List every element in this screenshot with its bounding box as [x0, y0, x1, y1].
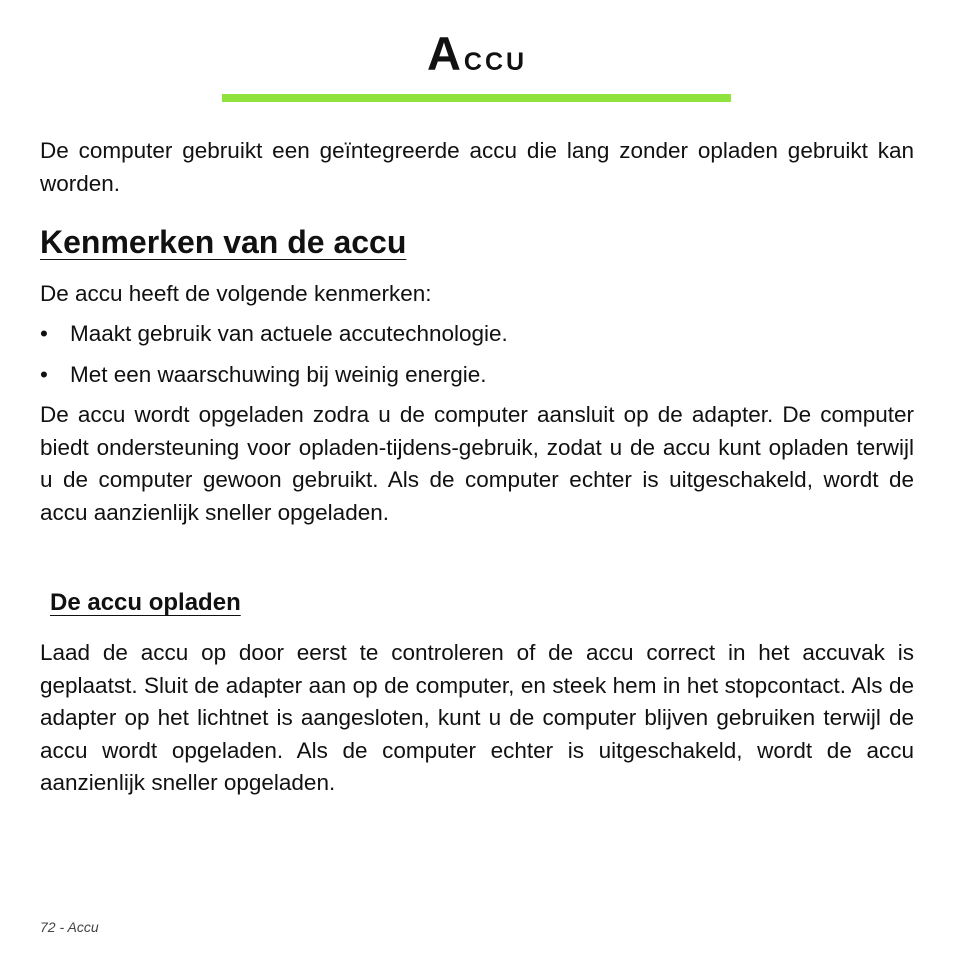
list-item [40, 359, 914, 392]
list-item-text: Met een waarschuwing bij weinig energie. [70, 361, 487, 387]
features-list [40, 318, 914, 399]
bullet-icon: • [40, 361, 48, 387]
list-item [40, 318, 914, 351]
title-accent-rule [222, 94, 731, 102]
list-item-text: Maakt gebruik van actuele accutechnologie. [70, 321, 508, 346]
subsection-heading: De accu opladen [50, 589, 241, 616]
features-lead-text: De accu heeft de volgende kenmerken: [40, 281, 432, 306]
page-title-initial: A [426, 27, 464, 80]
intro-paragraph: De computer gebruikt een geïntegreerde accu die lang zonder opladen gebruikt kan worden. [40, 138, 914, 196]
bullet-icon: • [40, 321, 48, 346]
page-footer: 72 - Accu [40, 919, 99, 935]
charging-paragraph: De accu wordt opgeladen zodra u de computer aansluit op de adapter. De computer biedt ondersteuning voor opladen-tijdens-gebruik, zodat u de accu kunt opladen terwijl u de computer gewoon gebruikt. Als de computer echter is uitgeschakeld, wordt de accu aanzienlijk sneller opgeladen. [40, 402, 914, 525]
page-title [0, 26, 954, 87]
opladen-paragraph: Laad de accu op door eerst te controleren of de accu correct in het accuvak is geplaatst. Sluit de adapter aan op de computer, en steek hem in het stopcontact. Als de adapter op het lichtnet is aangesloten, kunt u de computer blijven gebruiken terwijl de accu wordt opgeladen. Als de computer echter is uitgeschakeld, wordt de accu aanzienlijk sneller opgeladen. [40, 640, 914, 795]
page-title-rest: ccu [463, 39, 528, 78]
section-heading: Kenmerken van de accu [40, 224, 407, 260]
